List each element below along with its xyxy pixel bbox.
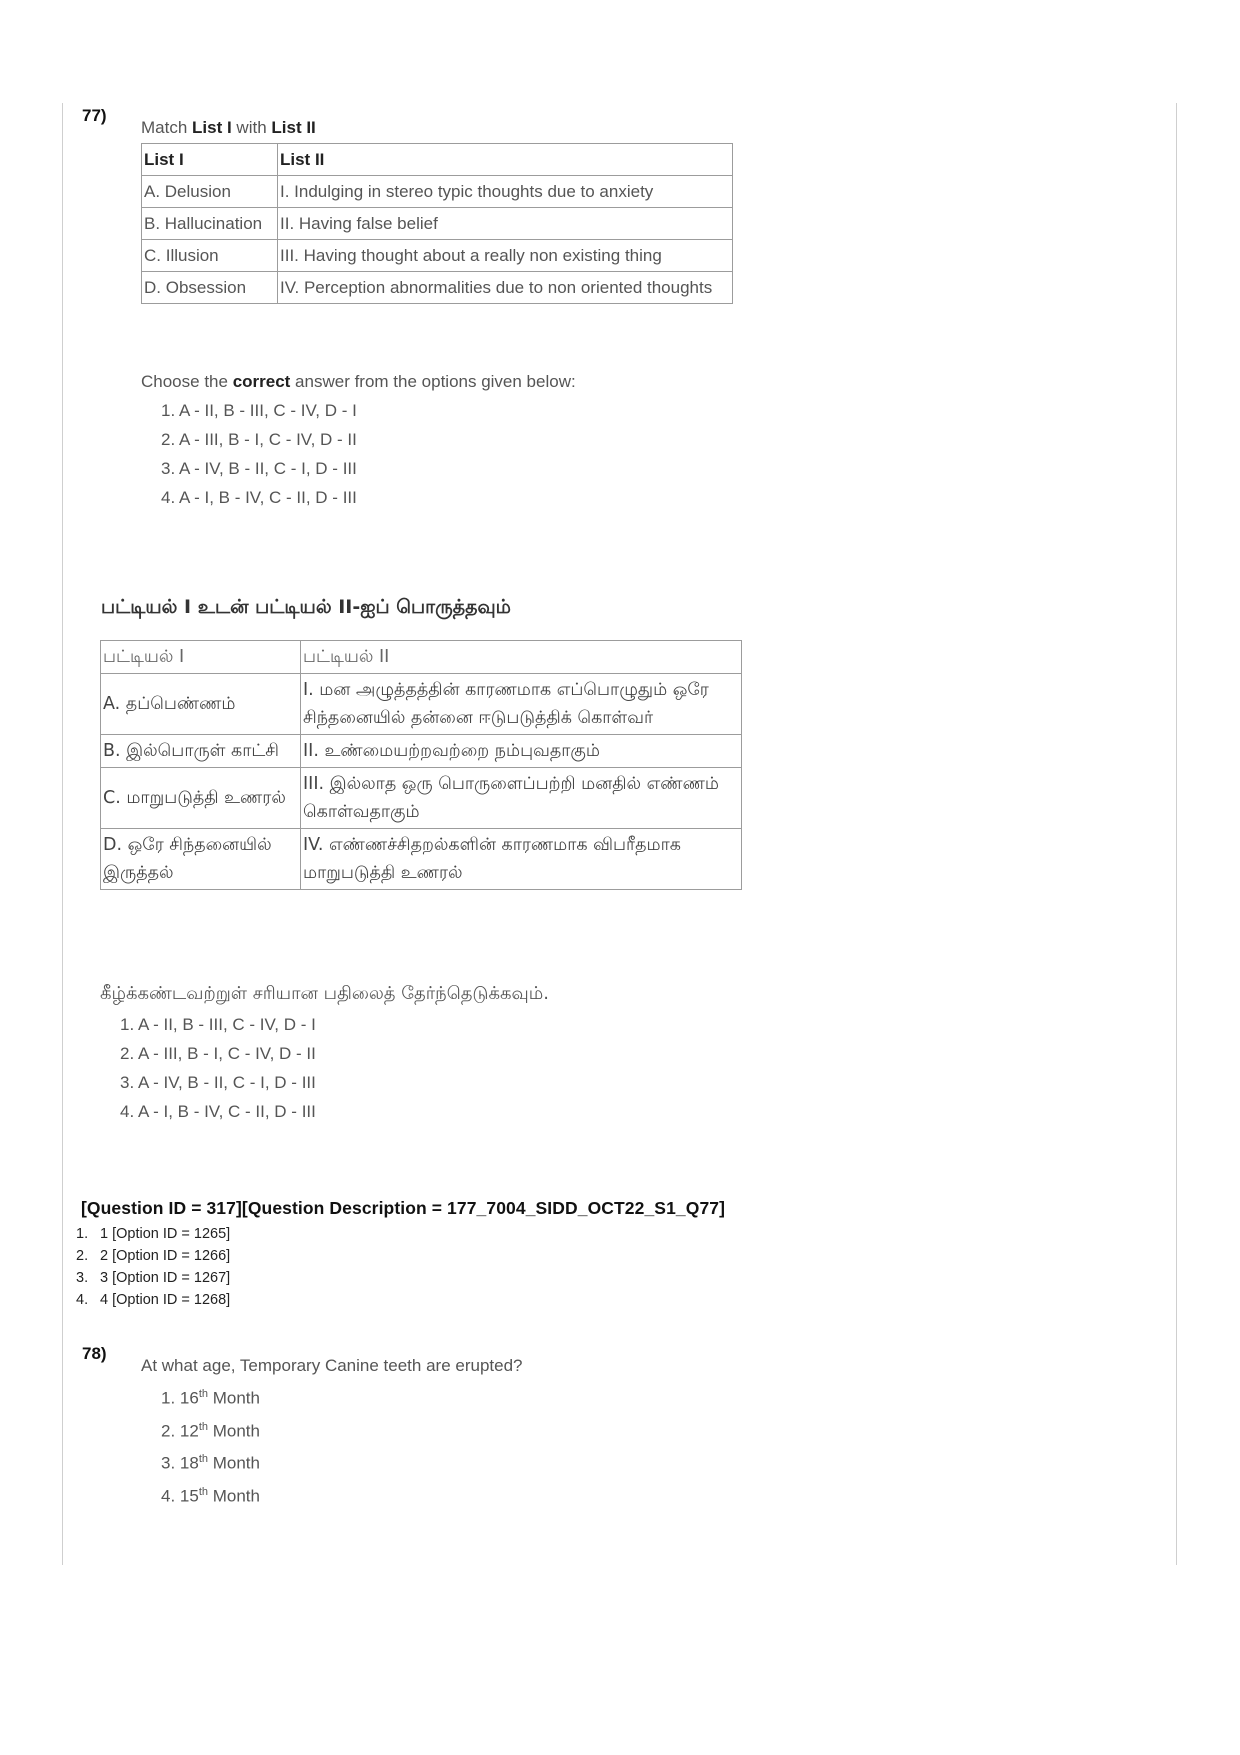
q77-stem-list1: List I [192, 118, 232, 137]
option-number: 2. 12 [161, 1421, 199, 1441]
table-cell: C. மாறுபடுத்தி உணரல் [101, 768, 301, 829]
match-table-ta [100, 640, 742, 890]
q77-stem-prefix: Match [141, 118, 193, 137]
q77-choose-instruction [141, 372, 576, 392]
table-header-cell: பட்டியல் I [101, 641, 301, 674]
q77-table-tamil [100, 640, 742, 890]
table-cell: I. Indulging in stereo typic thoughts due to anxiety [278, 176, 733, 208]
table-cell: B. இல்பொருள் காட்சி [101, 735, 301, 768]
table-header-row [142, 144, 733, 176]
q77-options-english [161, 396, 357, 512]
choose-prefix: Choose the [141, 372, 233, 391]
option-id-item [76, 1223, 230, 1245]
table-cell: IV. Perception abnormalities due to non oriented thoughts [278, 272, 733, 304]
table-cell: III. Having thought about a really non existing thing [278, 240, 733, 272]
question-number-78: 78) [82, 1344, 107, 1363]
table-header-row [101, 641, 742, 674]
table-cell: I. மன அழுத்தத்தின் காரணமாக எப்பொழுதும் ஒரே சிந்தனையில் தன்னை ஈடுபடுத்திக் கொள்வர் [301, 674, 742, 735]
option-item: 4. A - I, B - IV, C - II, D - III [161, 488, 357, 507]
q78-options [161, 1380, 260, 1511]
option-item: 4. A - I, B - IV, C - II, D - III [120, 1102, 316, 1121]
option-id-number: 2. [76, 1248, 89, 1264]
option-item [161, 1380, 260, 1413]
table-cell: A. Delusion [142, 176, 278, 208]
option-number: 1. 16 [161, 1388, 199, 1408]
table-cell: II. Having false belief [278, 208, 733, 240]
table-row [101, 768, 742, 829]
option-item: 1. A - II, B - III, C - IV, D - I [120, 1015, 316, 1034]
option-id-text: 4 [Option ID = 1268] [100, 1292, 231, 1308]
option-item: 2. A - III, B - I, C - IV, D - II [120, 1044, 316, 1063]
table-cell: B. Hallucination [142, 208, 278, 240]
table-cell: IV. எண்ணச்சிதறல்களின் காரணமாக விபரீதமாக மாறுபடுத்தி உணரல் [301, 829, 742, 890]
table-row [142, 272, 733, 304]
q77-stem-list2: List II [271, 118, 316, 137]
choose-suffix: answer from the options given below: [290, 372, 576, 391]
option-id-item [76, 1267, 230, 1289]
option-number: 3. 18 [161, 1453, 199, 1473]
option-superscript: th [198, 1388, 208, 1400]
table-cell: III. இல்லாத ஒரு பொருளைப்பற்றி மனதில் எண்ணம் கொள்வதாகும் [301, 768, 742, 829]
option-unit: Month [208, 1388, 260, 1408]
q77-stem [141, 118, 316, 138]
table-header-cell: List II [278, 144, 733, 176]
option-item: 3. A - IV, B - II, C - I, D - III [120, 1073, 316, 1092]
q77-tamil-title: பட்டியல் I உடன் பட்டியல் II-ஐப் பொருத்தவும் [101, 596, 511, 618]
q77-stem-with: with [231, 118, 272, 137]
option-item: 1. A - II, B - III, C - IV, D - I [161, 401, 357, 420]
table-row [142, 240, 733, 272]
table-row [101, 735, 742, 768]
choose-bold: correct [232, 372, 291, 391]
option-number: 4. 15 [161, 1486, 199, 1506]
option-id-text: 2 [Option ID = 1266] [100, 1248, 231, 1264]
option-superscript: th [198, 1453, 208, 1466]
table-cell: D. Obsession [142, 272, 278, 304]
q78-stem: At what age, Temporary Canine teeth are erupted? [141, 1356, 523, 1375]
option-unit: Month [208, 1486, 260, 1506]
option-id-item [76, 1289, 230, 1311]
option-item [161, 1445, 260, 1478]
match-table-en [141, 143, 733, 304]
q77-options-tamil [120, 1010, 316, 1126]
table-row [101, 674, 742, 735]
option-item: 2. A - III, B - I, C - IV, D - II [161, 430, 357, 449]
table-cell: D. ஒரே சிந்தனையில் இருத்தல் [101, 829, 301, 890]
option-id-text: 1 [Option ID = 1265] [100, 1226, 231, 1242]
table-cell: II. உண்மையற்றவற்றை நம்புவதாகும் [301, 735, 742, 768]
option-id-number: 4. [76, 1292, 89, 1308]
table-cell: C. Illusion [142, 240, 278, 272]
table-row [142, 176, 733, 208]
q77-tamil-choose-instruction: கீழ்க்கண்டவற்றுள் சரியான பதிலைத் தேர்ந்தெடுக்கவும். [100, 983, 549, 1004]
question-number-77: 77) [82, 106, 107, 125]
option-unit: Month [208, 1421, 260, 1441]
q77-table-english [141, 143, 733, 304]
option-superscript: th [198, 1420, 208, 1433]
question-id-line: [Question ID = 317][Question Description = 177_7004_SIDD_OCT22_S1_Q77] [81, 1198, 726, 1218]
option-superscript: th [198, 1485, 208, 1498]
option-id-item [76, 1245, 230, 1267]
option-id-list [76, 1223, 230, 1311]
left-margin-line [62, 103, 63, 1565]
option-item [161, 1413, 260, 1446]
table-header-cell: பட்டியல் II [301, 641, 742, 674]
table-row [142, 208, 733, 240]
table-row [101, 829, 742, 890]
option-id-text: 3 [Option ID = 1267] [100, 1270, 231, 1286]
option-id-number: 3. [76, 1270, 89, 1286]
option-item [161, 1478, 260, 1511]
option-item: 3. A - IV, B - II, C - I, D - III [161, 459, 357, 478]
table-cell: A. தப்பெண்ணம் [101, 674, 301, 735]
table-header-cell: List I [142, 144, 278, 176]
option-id-number: 1. [76, 1226, 89, 1242]
option-unit: Month [208, 1453, 260, 1473]
right-margin-line [1176, 103, 1177, 1565]
